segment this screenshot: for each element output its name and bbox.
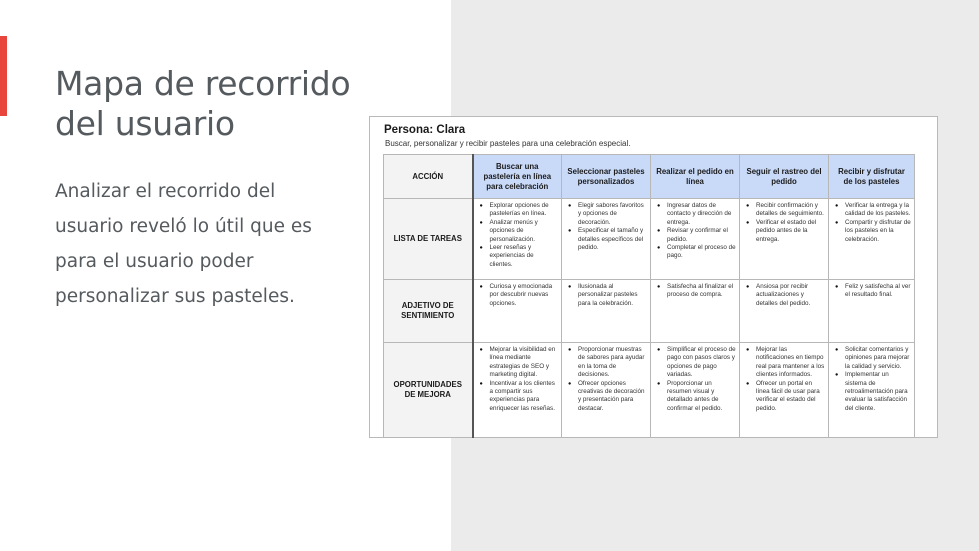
slide-title: Mapa de recorrido del usuario <box>55 64 351 143</box>
persona-subtitle: Buscar, personalizar y recibir pasteles para una celebración especial. <box>385 139 631 148</box>
action-header: ACCIÓN <box>384 155 473 199</box>
table-cell <box>829 280 915 343</box>
stage-header: Realizar el pedido en línea <box>651 155 740 199</box>
table-cell <box>562 199 651 280</box>
stage-header: Seguir el rastreo del pedido <box>740 155 829 199</box>
list-item: ● Solicitar comentarios y opiniones para mejorar la calidad y servicio. <box>833 346 911 371</box>
list-item: ● Incentivar a los clientes a compartir sus experiencias para enriquecer las reseñas. <box>478 380 559 414</box>
list-item: ● Analizar menús y opciones de personalización. <box>478 219 559 244</box>
table-cell <box>473 199 562 280</box>
list-item: ● Explorar opciones de pastelerías en línea. <box>478 202 559 219</box>
table-cell <box>651 199 740 280</box>
list-item: ● Recibir confirmación y detalles de seguimiento. <box>744 202 825 219</box>
stage-header: Buscar una pastelería en línea para celebración <box>473 155 562 199</box>
table-cell <box>651 343 740 438</box>
table-cell <box>562 280 651 343</box>
list-item: ● Verificar el estado del pedido antes de la entrega. <box>744 219 825 244</box>
list-item: ● Mejorar las notificaciones en tiempo real para mantener a los clientes informados. <box>744 346 825 380</box>
persona-title: Persona: Clara <box>384 124 466 136</box>
table-row <box>384 199 915 280</box>
table-cell <box>829 199 915 280</box>
table-cell <box>740 199 829 280</box>
list-item: ● Proporcionar un resumen visual y detallado antes de confirmar el pedido. <box>655 380 736 414</box>
list-item: ● Implementar un sistema de retroalimentación para evaluar la satisfacción del cliente. <box>833 371 911 413</box>
journey-map-document <box>369 116 938 438</box>
table-row <box>384 280 915 343</box>
table-row <box>384 343 915 438</box>
row-label-opportunities: OPORTUNIDADES DE MEJORA <box>384 343 473 438</box>
journey-table <box>383 154 915 438</box>
stage-header-row <box>384 155 915 199</box>
list-item: ● Verificar la entrega y la calidad de los pasteles. <box>833 202 911 219</box>
table-cell <box>740 280 829 343</box>
stage-header: Recibir y disfrutar de los pasteles <box>829 155 915 199</box>
list-item: ● Leer reseñas y experiencias de clientes. <box>478 244 559 269</box>
row-label-sentiment: ADJETIVO DE SENTIMIENTO <box>384 280 473 343</box>
list-item: ● Simplificar el proceso de pago con pasos claros y opciones de pago variadas. <box>655 346 736 380</box>
list-item: ● Curiosa y emocionada por descubrir nuevas opciones. <box>478 283 559 308</box>
list-item: ● Mejorar la visibilidad en línea mediante estrategias de SEO y marketing digital. <box>478 346 559 380</box>
accent-bar <box>0 36 7 116</box>
list-item: ● Compartir y disfrutar de los pasteles en la celebración. <box>833 219 911 244</box>
list-item: ● Completar el proceso de pago. <box>655 244 736 261</box>
table-cell <box>473 280 562 343</box>
table-cell <box>829 343 915 438</box>
stage-header: Seleccionar pasteles personalizados <box>562 155 651 199</box>
list-item: ● Ofrecer un portal en línea fácil de usar para verificar el estado del pedido. <box>744 380 825 414</box>
list-item: ● Ingresar datos de contacto y dirección de entrega. <box>655 202 736 227</box>
list-item: ● Ofrecer opciones creativas de decoración y presentación para destacar. <box>566 380 647 414</box>
list-item: ● Especificar el tamaño y detalles específicos del pedido. <box>566 227 647 252</box>
list-item: ● Revisar y confirmar el pedido. <box>655 227 736 244</box>
table-cell <box>473 343 562 438</box>
table-cell <box>740 343 829 438</box>
list-item: ● Elegir sabores favoritos y opciones de decoración. <box>566 202 647 227</box>
list-item: ● Feliz y satisfecha al ver el resultado final. <box>833 283 911 300</box>
list-item: ● Ansiosa por recibir actualizaciones y detalles del pedido. <box>744 283 825 308</box>
row-label-tasks: LISTA DE TAREAS <box>384 199 473 280</box>
table-cell <box>651 280 740 343</box>
slide-body-text: Analizar el recorrido del usuario reveló lo útil que es para el usuario poder personalizar sus pasteles. <box>55 181 312 307</box>
list-item: ● Satisfecha al finalizar el proceso de compra. <box>655 283 736 300</box>
list-item: ● Proporcionar muestras de sabores para ayudar en la toma de decisiones. <box>566 346 647 380</box>
table-cell <box>562 343 651 438</box>
list-item: ● Ilusionada al personalizar pasteles para la celebración. <box>566 283 647 308</box>
